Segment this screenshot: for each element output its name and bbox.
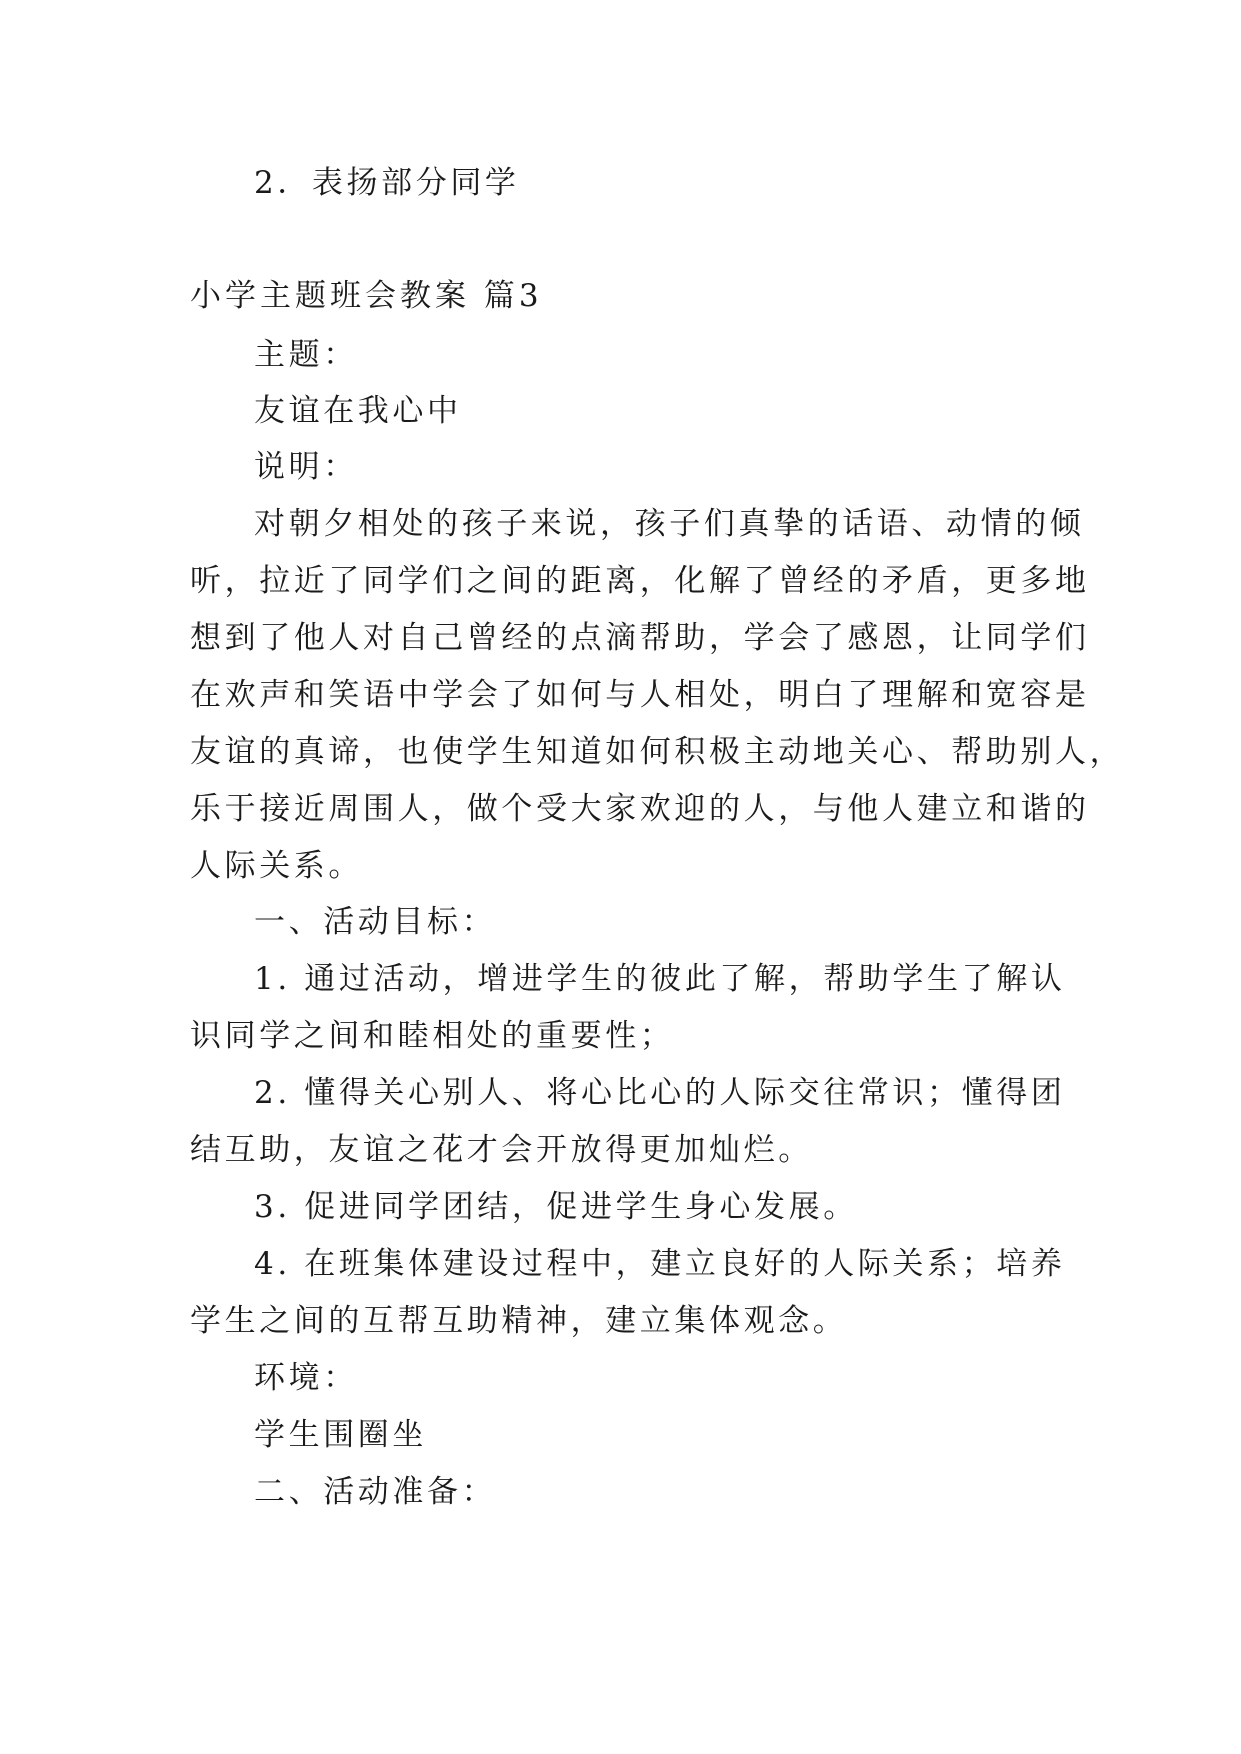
explanation-line: 想到了他人对自己曾经的点滴帮助，学会了感恩，让同学们 (190, 620, 1090, 656)
environment-label: 环境： (254, 1360, 358, 1396)
preparation-heading: 二、活动准备： (254, 1474, 497, 1510)
goals-heading: 一、活动目标： (254, 904, 497, 940)
explanation-line: 听，拉近了同学们之间的距离，化解了曾经的矛盾，更多地 (190, 563, 1090, 599)
explanation-label: 说明： (254, 449, 358, 485)
goal-2-line: 结互助，友谊之花才会开放得更加灿烂。 (190, 1132, 813, 1168)
goal-1-line: 识同学之间和睦相处的重要性； (190, 1018, 675, 1054)
environment-value: 学生围圈坐 (254, 1417, 427, 1453)
explanation-line: 人际关系。 (190, 848, 363, 884)
previous-list-item: 2．表扬部分同学 (254, 165, 520, 201)
goal-1-line: 1. 通过活动，增进学生的彼此了解，帮助学生了解认 (254, 961, 1066, 997)
goal-4-line: 4. 在班集体建设过程中，建立良好的人际关系；培养 (254, 1246, 1066, 1282)
theme-value: 友谊在我心中 (254, 393, 462, 429)
section-title: 小学主题班会教案 篇3 (190, 278, 543, 314)
goal-3: 3. 促进同学团结，促进学生身心发展。 (254, 1189, 858, 1225)
goal-4-line: 学生之间的互帮互助精神，建立集体观念。 (190, 1303, 848, 1339)
explanation-line: 友谊的真谛，也使学生知道如何积极主动地关心、帮助别人， (190, 734, 1125, 770)
explanation-line: 对朝夕相处的孩子来说，孩子们真挚的话语、动情的倾 (254, 506, 1085, 542)
theme-label: 主题： (254, 337, 358, 373)
explanation-line: 乐于接近周围人，做个受大家欢迎的人，与他人建立和谐的 (190, 791, 1090, 827)
explanation-line: 在欢声和笑语中学会了如何与人相处，明白了理解和宽容是 (190, 677, 1090, 713)
goal-2-line: 2. 懂得关心别人、将心比心的人际交往常识；懂得团 (254, 1075, 1066, 1111)
